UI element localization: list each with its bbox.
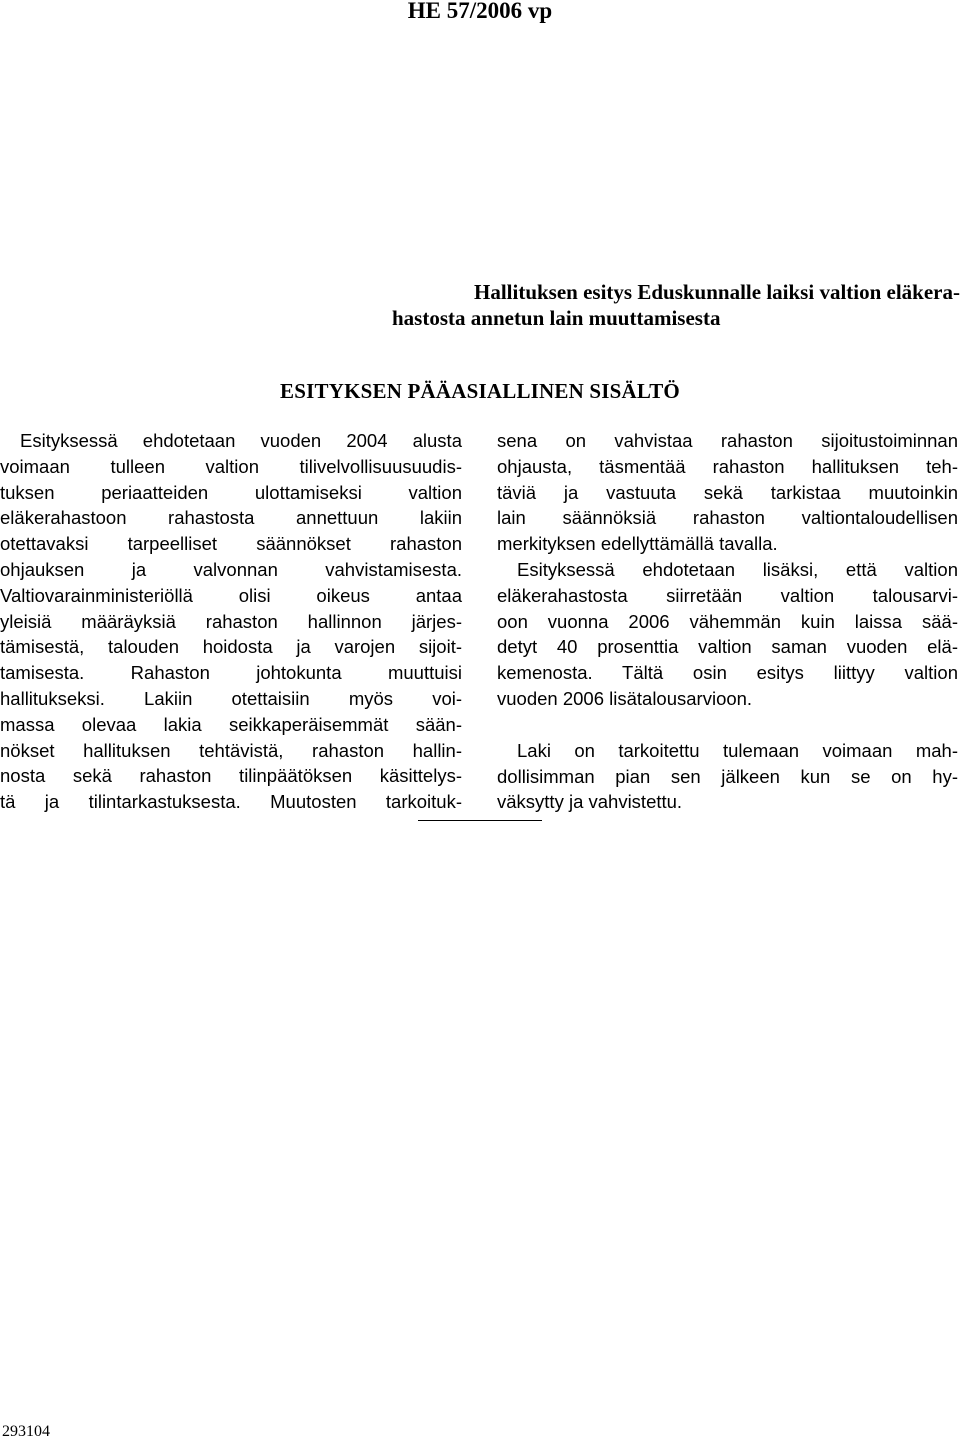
paragraph-1 [497,428,958,557]
text-line: ohjausta, täsmentää rahaston hallituksen teh- [497,455,958,477]
text-line: Esityksessä ehdotetaan vuoden 2004 alusta [20,430,462,451]
text-line: tämisestä, talouden hoidosta ja varojen sijoit- [0,636,462,658]
text-line: otettavaksi tarpeelliset säännökset rahaston [0,533,462,555]
section-divider [418,820,542,821]
text-line: väksytty ja vahvistettu. [497,791,683,813]
paragraph-gap [497,712,958,738]
title-line-1: Hallituksen esitys Eduskunnalle laiksi valtion eläkera- [473,280,960,304]
text-line: oon vuonna 2006 vähemmän kuin laissa sää- [497,610,958,632]
text-line: tä ja tilintarkastuksesta. Muutosten tarkoituk- [0,791,462,813]
text-line: täviä ja vastuuta sekä tarkistaa muutoinkin [497,481,958,503]
text-line: eläkerahastoon rahastosta annettuun lakiin [0,507,462,529]
text-line: hallitukseksi. Lakiin otettaisiin myös voi- [0,687,462,709]
paragraph-2 [497,557,958,712]
text-line: voimaan tulleen valtion tilivelvollisuusuudis- [0,455,462,477]
text-line: kemenosta. Tältä osin esitys liittyy valtion [497,662,958,684]
footer-code: 293104 [2,1423,50,1440]
text-line: tamisesta. Rahaston johtokunta muuttuisi [0,662,462,684]
section-heading: ESITYKSEN PÄÄASIALLINEN SISÄLTÖ [280,379,680,403]
text-line: Laki on tarkoitettu tulemaan voimaan mah- [517,739,958,761]
text-line: massa olevaa lakia seikkaperäisemmät sään- [0,713,462,735]
text-line: merkityksen edellyttämällä tavalla. [497,533,778,555]
text-line: ohjauksen ja valvonnan vahvistamisesta. [0,558,462,580]
document-id-header: HE 57/2006 vp [407,0,553,23]
paragraph-3 [497,738,958,815]
text-line: yleisiä määräyksiä rahaston hallinnon järjes- [0,610,462,632]
title-line-2: hastosta annetun lain muuttamisesta [392,306,721,330]
text-line: detyt 40 prosenttia valtion saman vuoden elä- [497,636,958,658]
left-column [0,428,462,815]
text-line: nökset hallituksen tehtävistä, rahaston hallin- [0,739,462,761]
text-line: tuksen periaatteiden ulottamiseksi valtion [0,481,462,503]
text-line: vuoden 2006 lisätalousarvioon. [497,687,753,709]
text-line: Esityksessä ehdotetaan lisäksi, että valtion [517,558,958,580]
text-line: eläkerahastosta siirretään valtion talousarvi- [497,584,958,606]
right-column [497,428,958,815]
text-line: dollisimman pian sen jälkeen kun se on hy- [497,765,958,787]
text-line: Valtiovarainministeriöllä olisi oikeus antaa [0,584,462,606]
text-line: sena on vahvistaa rahaston sijoitustoiminnan [497,430,958,451]
text-line: lain säännöksiä rahaston valtiontaloudellisen [497,507,958,529]
text-line: nosta sekä rahaston tilinpäätöksen käsittelys- [0,765,462,787]
document-title [388,279,960,331]
